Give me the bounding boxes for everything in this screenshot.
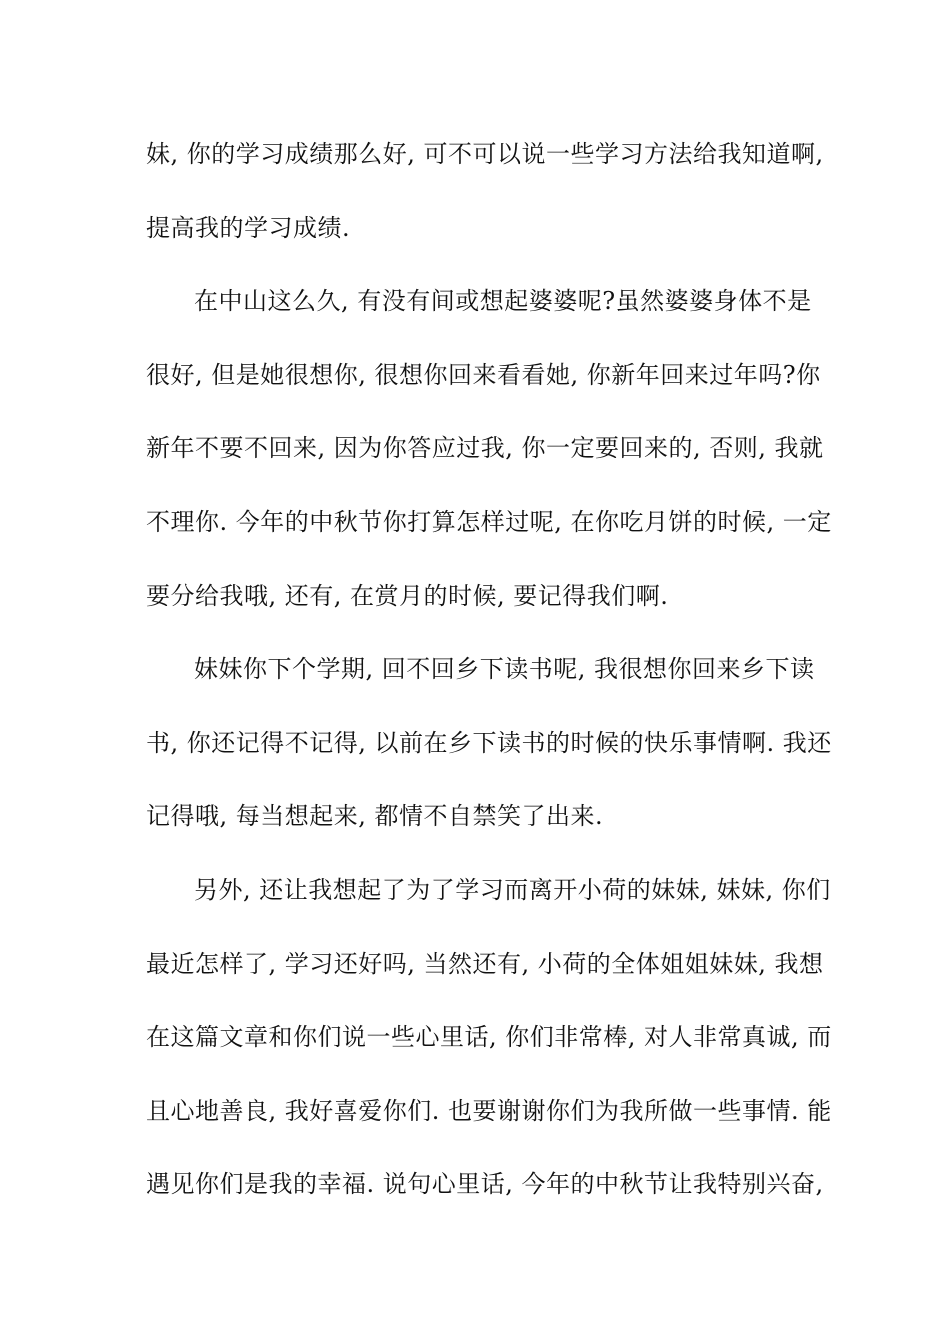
text-line: 书, 你还记得不记得, 以前在乡下读书的时候的快乐事情啊. 我还 xyxy=(146,728,832,757)
text-line: 妹, 你的学习成绩那么好, 可不可以说一些学习方法给我知道啊, xyxy=(146,140,824,168)
text-line: 最近怎样了, 学习还好吗, 当然还有, 小荷的全体姐姐妹妹, 我想 xyxy=(146,949,824,978)
paragraph-start-line: 另外, 还让我想起了为了学习而离开小荷的妹妹, 妹妹, 你们 xyxy=(194,875,831,904)
text-line: 提高我的学习成绩. xyxy=(146,213,351,242)
text-line: 遇见你们是我的幸福. 说句心里话, 今年的中秋节让我特别兴奋, xyxy=(146,1170,824,1199)
text-line: 要分给我哦, 还有, 在赏月的时候, 要记得我们啊. xyxy=(146,581,669,610)
text-line: 不理你. 今年的中秋节你打算怎样过呢, 在你吃月饼的时候, 一定 xyxy=(146,507,832,536)
text-line: 新年不要不回来, 因为你答应过我, 你一定要回来的, 否则, 我就 xyxy=(146,434,824,463)
paragraph-start-line: 在中山这么久, 有没有间或想起婆婆呢?虽然婆婆身体不是 xyxy=(194,287,812,316)
paragraph-start-line: 妹妹你下个学期, 回不回乡下读书呢, 我很想你回来乡下读 xyxy=(194,655,815,684)
text-line: 很好, 但是她很想你, 很想你回来看看她, 你新年回来过年吗?你 xyxy=(146,360,821,389)
text-line: 在这篇文章和你们说一些心里话, 你们非常棒, 对人非常真诚, 而 xyxy=(146,1023,832,1052)
text-line: 记得哦, 每当想起来, 都情不自禁笑了出来. xyxy=(146,802,604,831)
text-line: 且心地善良, 我好喜爱你们. 也要谢谢你们为我所做一些事情. 能 xyxy=(146,1096,832,1125)
letter-body xyxy=(146,126,832,1230)
